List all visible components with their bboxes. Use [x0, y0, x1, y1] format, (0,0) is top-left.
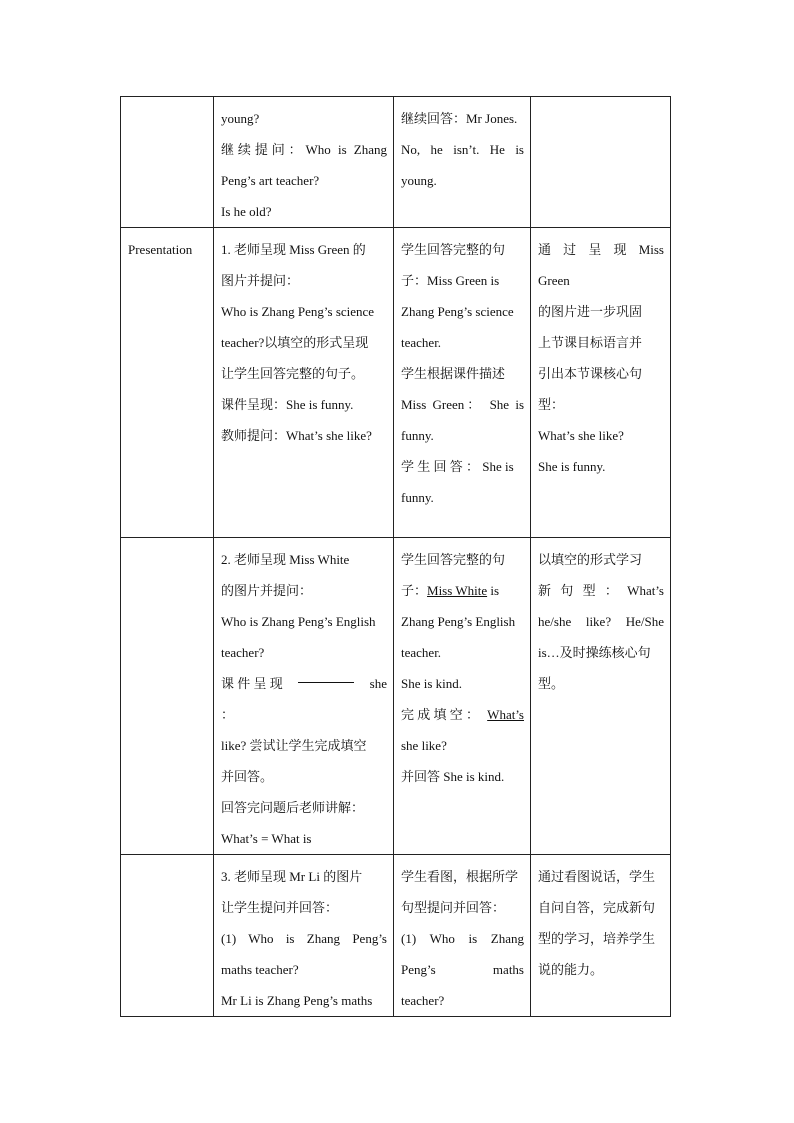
- text-line: [401, 575, 524, 606]
- text-line: She is funny.: [538, 459, 606, 474]
- text-line: 学生回答完整的句: [401, 242, 506, 257]
- text-line: 课件呈现：She is funny.: [221, 397, 354, 412]
- text-line: No, he isn’t. He is: [401, 142, 524, 157]
- text-line: Zhang Peng’s English: [401, 614, 516, 629]
- text-line: (1) Who is Zhang: [401, 931, 524, 946]
- stage-cell: [121, 228, 214, 538]
- text-line: 通 过 呈 现 Miss: [538, 242, 664, 257]
- text-segment: 完 成 填 空 ：: [401, 707, 480, 722]
- table-row: [121, 538, 671, 855]
- stage-cell: [121, 855, 214, 1017]
- text-line: [401, 699, 524, 730]
- stage-cell: [121, 97, 214, 228]
- text-line: 子：Miss Green is: [401, 273, 500, 288]
- text-line: he/she like? He/She: [538, 614, 664, 629]
- text-line: 型。: [538, 676, 565, 691]
- text-line: 上节课目标语言并: [538, 335, 643, 350]
- text-line: young.: [401, 173, 437, 188]
- stage-cell: [121, 538, 214, 855]
- text-line: 1. 老师呈现 Miss Green 的: [221, 242, 366, 257]
- text-line: 图片并提问：: [221, 273, 300, 288]
- underlined-answer: Miss White: [427, 583, 488, 598]
- table-row: [121, 228, 671, 538]
- text-line: What’s = What is: [221, 831, 312, 846]
- text-line: 2. 老师呈现 Miss White: [221, 552, 350, 567]
- text-line: maths teacher?: [221, 962, 299, 977]
- purpose-cell: [531, 228, 671, 538]
- text-line: 回答完问题后老师讲解：: [221, 800, 365, 815]
- student-activity-cell: [394, 855, 531, 1017]
- table-row: [121, 97, 671, 228]
- text-line: 句型提问并回答：: [401, 900, 506, 915]
- text-line: Is he old?: [221, 204, 272, 219]
- purpose-cell: [531, 855, 671, 1017]
- teacher-activity-cell: [214, 855, 394, 1017]
- text-line: 说的能力。: [538, 962, 604, 977]
- student-activity-cell: [394, 228, 531, 538]
- text-line: 型的学习，培养学生: [538, 931, 656, 946]
- teacher-activity-cell: [214, 228, 394, 538]
- text-line: funny.: [401, 490, 434, 505]
- text-line: Who is Zhang Peng’s science: [221, 304, 375, 319]
- text-line: 学 生 回 答 ： She is: [401, 459, 514, 474]
- text-line: 3. 老师呈现 Mr Li 的图片: [221, 869, 363, 884]
- text-line: 并回答 She is kind.: [401, 769, 505, 784]
- text-line: 自问自答，完成新句: [538, 900, 656, 915]
- text-line: (1) Who is Zhang Peng’s: [221, 931, 387, 946]
- purpose-cell: [531, 97, 671, 228]
- text-line: Miss Green： She is: [401, 397, 524, 412]
- text-line: 的图片并提问：: [221, 583, 313, 598]
- text-segment: 课 件 呈 现 ：: [221, 676, 283, 722]
- text-line: [221, 668, 387, 730]
- text-segment: she: [369, 676, 387, 691]
- purpose-cell: [531, 538, 671, 855]
- text-line: teacher.: [401, 645, 442, 660]
- text-line: teacher?以填空的形式呈现: [221, 335, 369, 350]
- text-line: Peng’s maths: [401, 962, 524, 977]
- teacher-activity-cell: [214, 97, 394, 228]
- text-line: What’s she like?: [538, 428, 624, 443]
- text-line: 型：: [538, 397, 565, 412]
- student-activity-cell: [394, 97, 531, 228]
- lesson-plan-table: [120, 96, 671, 1017]
- text-line: Who is Zhang Peng’s English: [221, 614, 376, 629]
- text-line: Green: [538, 273, 570, 288]
- student-activity-cell: [394, 538, 531, 855]
- text-line: 以填空的形式学习: [538, 552, 643, 567]
- text-line: 继续回答：Mr Jones.: [401, 111, 518, 126]
- teacher-activity-cell: [214, 538, 394, 855]
- text-line: 的图片进一步巩固: [538, 304, 643, 319]
- text-line: teacher.: [401, 335, 442, 350]
- text-line: 引出本节课核心句: [538, 366, 643, 381]
- text-line: 学生回答完整的句: [401, 552, 506, 567]
- text-segment: 子：: [401, 583, 428, 598]
- text-line: funny.: [401, 428, 434, 443]
- text-line: is…及时操练核心句: [538, 645, 651, 660]
- fill-in-blank: [298, 668, 353, 683]
- table-row: [121, 855, 671, 1017]
- text-line: 教师提问：What’s she like?: [221, 428, 372, 443]
- text-line: she like?: [401, 738, 447, 753]
- text-line: teacher?: [401, 993, 445, 1008]
- text-line: 让学生回答完整的句子。: [221, 366, 365, 381]
- text-line: 学生看图，根据所学: [401, 869, 519, 884]
- stage-label: Presentation: [128, 242, 193, 257]
- text-line: Mr Li is Zhang Peng’s maths: [221, 993, 373, 1008]
- text-line: 并回答。: [221, 769, 274, 784]
- text-line: young?: [221, 111, 260, 126]
- text-line: Zhang Peng’s science: [401, 304, 514, 319]
- text-line: teacher?: [221, 645, 265, 660]
- text-line: She is kind.: [401, 676, 463, 691]
- text-line: 新 句 型 ： What’s: [538, 583, 664, 598]
- text-segment: is: [487, 583, 500, 598]
- text-line: 通过看图说话，学生: [538, 869, 656, 884]
- text-line: 学生根据课件描述: [401, 366, 506, 381]
- text-line: 让学生提问并回答：: [221, 900, 339, 915]
- text-line: like? 尝试让学生完成填空: [221, 738, 367, 753]
- text-line: 继续提问：Who is Zhang: [221, 142, 387, 157]
- text-line: Peng’s art teacher?: [221, 173, 320, 188]
- underlined-answer: What’s: [487, 707, 524, 722]
